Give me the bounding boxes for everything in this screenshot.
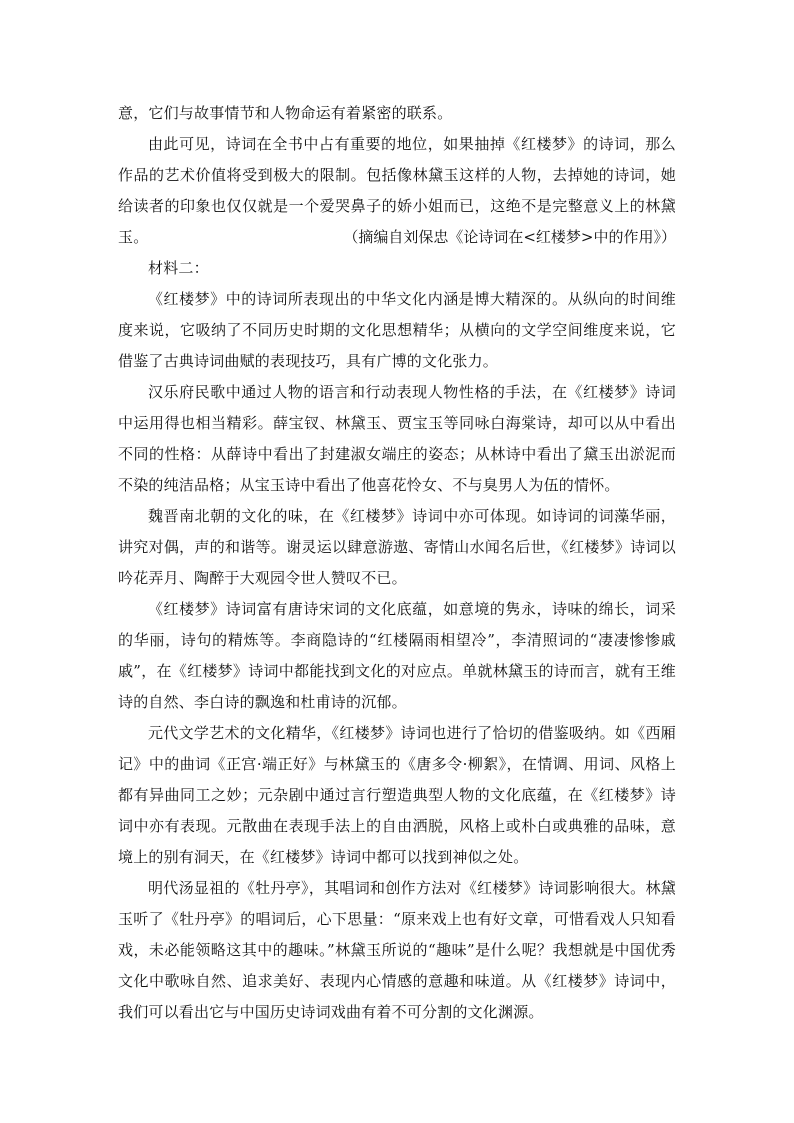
material-two-heading: 材料二：	[148, 259, 209, 277]
paragraph-tang-song: 《红楼梦》诗词富有唐诗宋词的文化底蕴，如意境的隽永，诗味的绵长，词采的华丽，诗句的精炼等。李商隐诗的“红楼隔雨相望冷”，李清照词的“凄凄惨惨戚戚”，在《红楼梦》诗词中都能找到文化的对应点。单就林黛玉的诗而言，就有王维诗的自然、李白诗的飘逸和杜甫诗的沉郁。	[118, 600, 676, 711]
paragraph-ming-peony: 明代汤显祖的《牡丹亭》，其唱词和创作方法对《红楼梦》诗词影响很大。林黛玉听了《牡丹亭》的唱词后，心下思量：“原来戏上也有好文章，可惜看戏人只知看戏，未必能领略这其中的趣味。”林黛玉所说的“趣味”是什么呢？我想就是中国优秀文化中歌咏自然、追求美好、表现内心情感的意趣和味道。从《红楼梦》诗词中，我们可以看出它与中国历史诗词戏曲有着不可分割的文化渊源。	[118, 879, 676, 1021]
paragraph-han-yuefu: 汉乐府民歌中通过人物的语言和行动表现人物性格的手法，在《红楼梦》诗词中运用得也相当精彩。薛宝钗、林黛玉、贾宝玉等同咏白海棠诗，却可以从中看出不同的性格：从薛诗中看出了封建淑女端庄的姿态；从林诗中看出了黛玉出淤泥而不染的纯洁品格；从宝玉诗中看出了他喜花怜女、不与臭男人为伍的情怀。	[118, 383, 676, 494]
paragraph-cultural-connotation: 《红楼梦》中的诗词所表现出的中华文化内涵是博大精深的。从纵向的时间维度来说，它吸纳了不同历史时期的文化思想精华；从横向的文学空间维度来说，它借鉴了古典诗词曲赋的表现技巧，具有广博的文化张力。	[118, 290, 676, 370]
paragraph-yuan-dynasty: 元代文学艺术的文化精华，《红楼梦》诗词也进行了恰切的借鉴吸纳。如《西厢记》中的曲词《正宫·端正好》与林黛玉的《唐多令·柳絮》，在情调、用词、风格上都有异曲同工之妙；元杂剧中通过言行塑造典型人物的文化底蕴，在《红楼梦》诗词中亦有表现。元散曲在表现手法上的自由洒脱，风格上或朴白或典雅的品味，意境上的别有洞天，在《红楼梦》诗词中都可以找到神似之处。	[118, 724, 676, 866]
paragraph-wei-jin: 魏晋南北朝的文化的味，在《红楼梦》诗词中亦可体现。如诗词的词藻华丽，讲究对偶，声的和谐等。谢灵运以肆意游遨、寄情山水闻名后世，《红楼梦》诗词以吟花弄月、陶醉于大观园令世人赞叹不已。	[118, 507, 676, 587]
paragraph-conclusion: 由此可见，诗词在全书中占有重要的地位，如果抽掉《红楼梦》的诗词，那么作品的艺术价值将受到极大的限制。包括像林黛玉这样的人物，去掉她的诗词，她给读者的印象也仅仅就是一个爱哭鼻子的娇小姐而已，这绝不是完整意义上的林黛玉。	[118, 135, 676, 246]
source-citation: （摘编自刘保忠《论诗词在<红楼梦>中的作用》）	[343, 228, 676, 246]
paragraph-continuation: 意，它们与故事情节和人物命运有着紧密的联系。	[118, 104, 453, 122]
